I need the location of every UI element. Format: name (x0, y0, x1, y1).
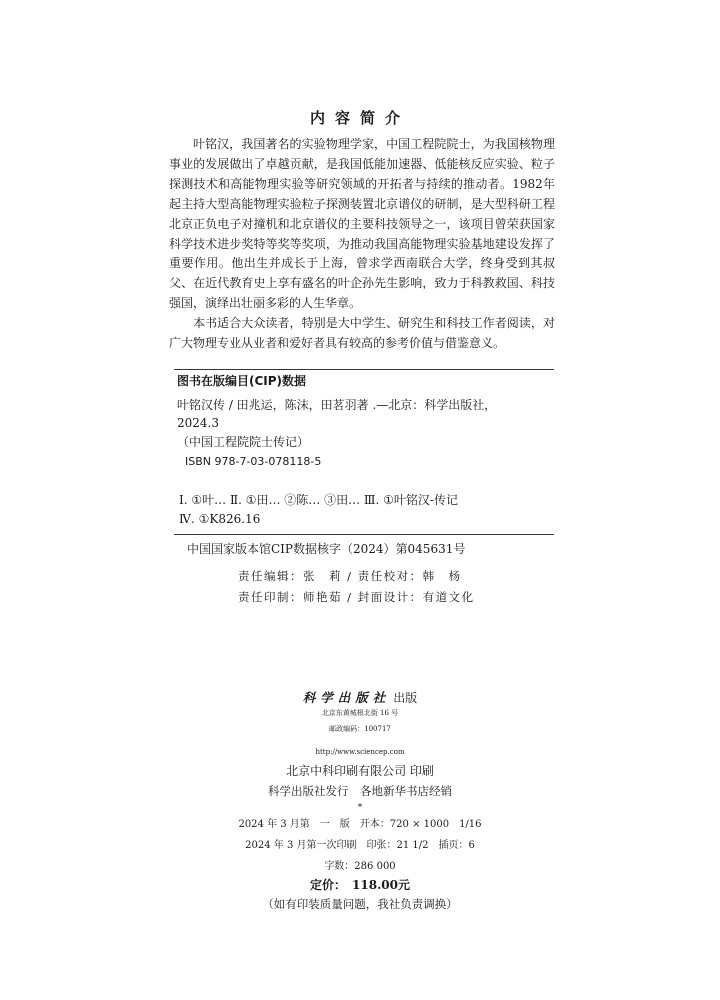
cip-classification-line-2: Ⅳ. ①K826.16 (179, 512, 261, 526)
printing-info: 2024 年 3 月第一次印刷 印张：21 1/2 插页：6 (245, 840, 475, 851)
credits-editor-proofreader: 责任编辑：张 莉 / 责任校对：韩 杨 (238, 569, 462, 583)
edition-info: 2024 年 3 月第 一 版 开本：720 × 1000 1/16 (238, 819, 482, 830)
cip-classification-line-1: Ⅰ. ①叶… Ⅱ. ①田… ②陈… ③田… Ⅲ. ①叶铭汉-传记 (179, 493, 458, 507)
publisher-postcode: 邮政编码：100717 (329, 725, 391, 733)
cip-top-rule (174, 369, 554, 370)
separator-star: * (357, 803, 363, 813)
publisher-website: http://www.sciencep.com (315, 748, 405, 756)
cip-bottom-rule (174, 534, 554, 535)
publisher-logo: 科学出版社 (302, 690, 391, 705)
cip-entry-line-1: 叶铭汉传 / 田兆运，陈沫，田茗羽著 .—北京：科学出版社， (177, 398, 497, 412)
summary-paragraph-1: 叶铭汉，我国著名的实验物理学家，中国工程院院士，为我国核物理事业的发展做出了卓越贡献，是我国低能加速器、低能核反应实验、粒子探测技术和高能物理实验等研究领域的开拓者与持续的推动者。1982年起主持大型高能物理实验粒子探测装置北京谱仪的研制，是大型科研工程北京正负电子对撞机和北京谱仪的主要科技领导之一，该项目曾荣获国家科学技术进步奖特等奖等奖项，为推动我国高能物理实验基地建设发挥了重要作用。他出生并成长于上海，曾求学西南联合大学，终身受到其叔父、在近代教育史上享有盛名的叶企孙先生影响，致力于科教救国、科技强国，演绎出壮丽多彩的人生华章。 (169, 137, 555, 311)
distribution: 科学出版社发行 各地新华书店经销 (268, 784, 452, 798)
summary-paragraph-2: 本书适合大众读者，特别是大中学生、研究生和科技工作者阅读，对广大物理专业从业者和爱好者具有较高的参考价值与借鉴意义。 (169, 316, 555, 351)
cip-number: 中国国家版本馆CIP数据核字（2024）第045631号 (187, 542, 466, 556)
word-count: 字数：286 000 (324, 861, 396, 872)
publisher-address: 北京东黄城根北街 16 号 (321, 709, 399, 717)
cip-isbn: ISBN 978-7-03-078118-5 (185, 455, 322, 468)
credits-printing-cover: 责任印制：师艳茹 / 封面设计：有道文化 (238, 590, 475, 604)
publisher-suffix: 出版 (393, 691, 418, 705)
cip-heading: 图书在版编目(CIP)数据 (177, 374, 307, 388)
printer: 北京中科印刷有限公司 印刷 (286, 764, 434, 778)
quality-notice: （如有印装质量问题，我社负责调换） (262, 897, 458, 911)
price: 定价： 118.00元 (310, 878, 410, 892)
publisher-line (0, 688, 720, 706)
summary-title: 内容简介 (309, 109, 410, 127)
summary-body (169, 135, 555, 354)
cip-entry-line-2: 2024.3 (177, 416, 219, 430)
cip-series: （中国工程院院士传记） (177, 435, 310, 449)
